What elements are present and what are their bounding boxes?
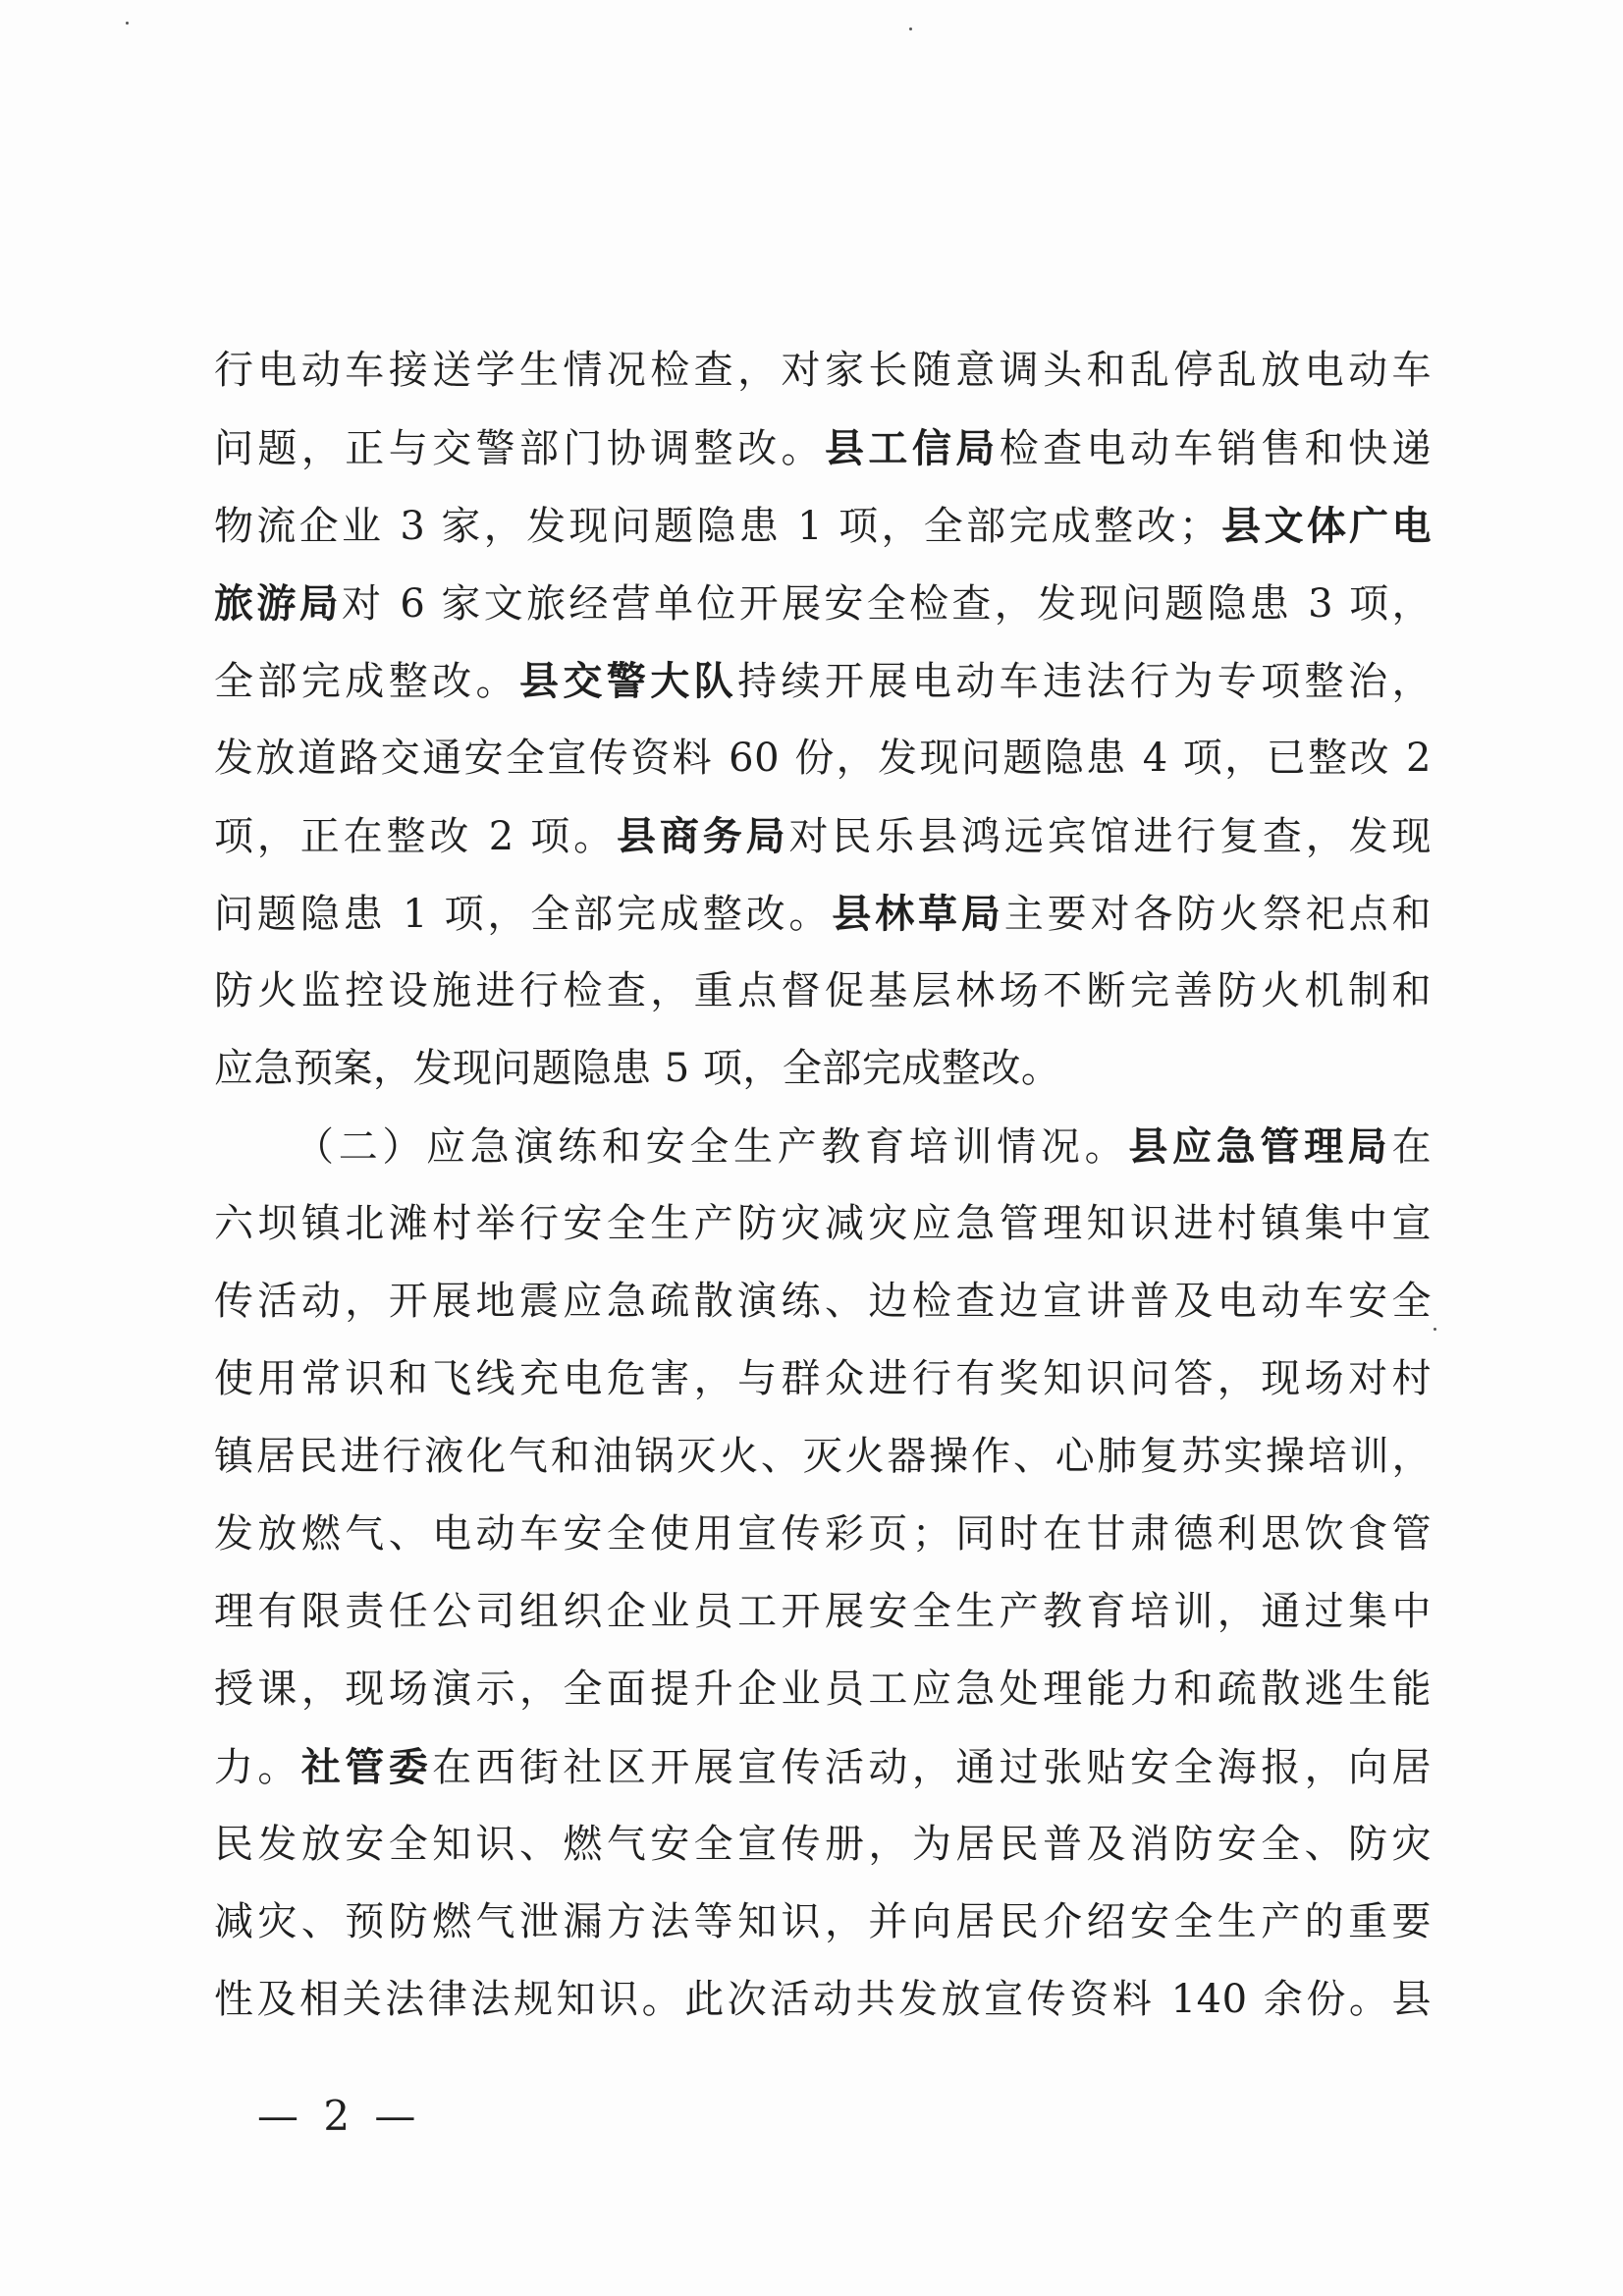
text-line <box>214 720 1432 797</box>
text-line <box>214 1496 1432 1573</box>
text-run: 持续开展电动车违法行为专项整治， <box>737 659 1433 704</box>
bold-department-name: 县林草局 <box>832 891 1004 937</box>
text-run: 在 <box>1391 1124 1433 1170</box>
text-run: 主要对各防火祭祀点和 <box>1003 892 1432 937</box>
text-line <box>214 1806 1432 1884</box>
text-line <box>214 797 1432 875</box>
text-run: 力。 <box>214 1745 301 1790</box>
text-line <box>214 565 1432 642</box>
text-line <box>214 332 1432 410</box>
document-body <box>214 332 1432 2039</box>
text-run: 检查电动车销售和快递 <box>999 426 1433 471</box>
page-number: — 2 — <box>257 2092 422 2140</box>
text-line <box>214 642 1432 720</box>
text-line <box>214 1340 1432 1418</box>
scan-speck <box>1434 1328 1436 1331</box>
text-run: 对 6 家文旅经营单位开展安全检查，发现问题隐患 3 项， <box>342 581 1432 627</box>
scan-speck <box>909 27 912 30</box>
bold-department-name: 县工信局 <box>824 425 1000 471</box>
text-run: 问题隐患 1 项，全部完成整改。 <box>214 892 833 937</box>
text-line <box>214 1961 1432 2039</box>
scan-speck <box>126 22 129 25</box>
text-run: 传活动，开展地震应急疏散演练、边检查边宣讲普及电动车安全 <box>214 1279 1432 1324</box>
text-line <box>214 1573 1432 1651</box>
text-run: 使用常识和飞线充电危害，与群众进行有奖知识问答，现场对村 <box>214 1356 1432 1401</box>
text-line <box>214 1651 1432 1728</box>
text-line <box>214 1185 1432 1263</box>
text-line <box>214 1030 1432 1108</box>
text-run: （二）应急演练和安全生产教育培训情况。 <box>295 1124 1129 1170</box>
bold-department-name: 县交警大队 <box>518 658 738 704</box>
bold-department-name: 县商务局 <box>617 813 789 859</box>
text-line <box>214 953 1432 1030</box>
bold-department-name: 县应急管理局 <box>1128 1123 1392 1170</box>
bold-department-name: 旅游局 <box>214 580 343 627</box>
text-run: 镇居民进行液化气和油锅灭火、灭火器操作、心肺复苏实操培训， <box>214 1434 1432 1479</box>
text-run: 在西街社区开展宣传活动，通过张贴安全海报，向居 <box>432 1745 1433 1790</box>
text-run: 物流企业 3 家，发现问题隐患 1 项，全部完成整改； <box>214 504 1219 549</box>
text-run: 全部完成整改。 <box>214 659 519 704</box>
text-run: 问题，正与交警部门协调整改。 <box>214 426 825 471</box>
text-run: 理有限责任公司组织企业员工开展安全生产教育培训，通过集中 <box>214 1589 1432 1634</box>
text-run: 防火监控设施进行检查，重点督促基层林场不断完善防火机制和 <box>214 968 1432 1013</box>
text-run: 应急预案，发现问题隐患 5 项，全部完成整改。 <box>214 1046 1061 1091</box>
text-run: 民发放安全知识、燃气安全宣传册，为居民普及消防安全、防灾 <box>214 1822 1432 1867</box>
bold-department-name: 县文体广电 <box>1218 503 1433 549</box>
bold-department-name: 社管委 <box>300 1744 433 1790</box>
text-run: 六坝镇北滩村举行安全生产防灾减灾应急管理知识进村镇集中宣 <box>214 1201 1432 1246</box>
text-run: 项，正在整改 2 项。 <box>214 814 617 859</box>
text-run: 行电动车接送学生情况检查，对家长随意调头和乱停乱放电动车 <box>214 348 1432 393</box>
text-line <box>214 410 1432 487</box>
text-line <box>214 1108 1432 1185</box>
text-line <box>214 1263 1432 1340</box>
text-run: 授课，现场演示，全面提升企业员工应急处理能力和疏散逃生能 <box>214 1667 1432 1712</box>
text-run: 性及相关法律法规知识。此次活动共发放宣传资料 140 余份。县 <box>214 1977 1432 2022</box>
text-run: 对民乐县鸿远宾馆进行复查，发现 <box>788 814 1433 859</box>
text-line <box>214 875 1432 953</box>
text-line <box>214 1884 1432 1961</box>
text-line <box>214 1728 1432 1806</box>
text-run: 发放燃气、电动车安全使用宣传彩页；同时在甘肃德利思饮食管 <box>214 1511 1432 1557</box>
text-line <box>214 487 1432 565</box>
text-run: 发放道路交通安全宣传资料 60 份，发现问题隐患 4 项，已整改 2 <box>214 736 1432 781</box>
text-run: 减灾、预防燃气泄漏方法等知识，并向居民介绍安全生产的重要 <box>214 1899 1432 1944</box>
text-line <box>214 1418 1432 1496</box>
